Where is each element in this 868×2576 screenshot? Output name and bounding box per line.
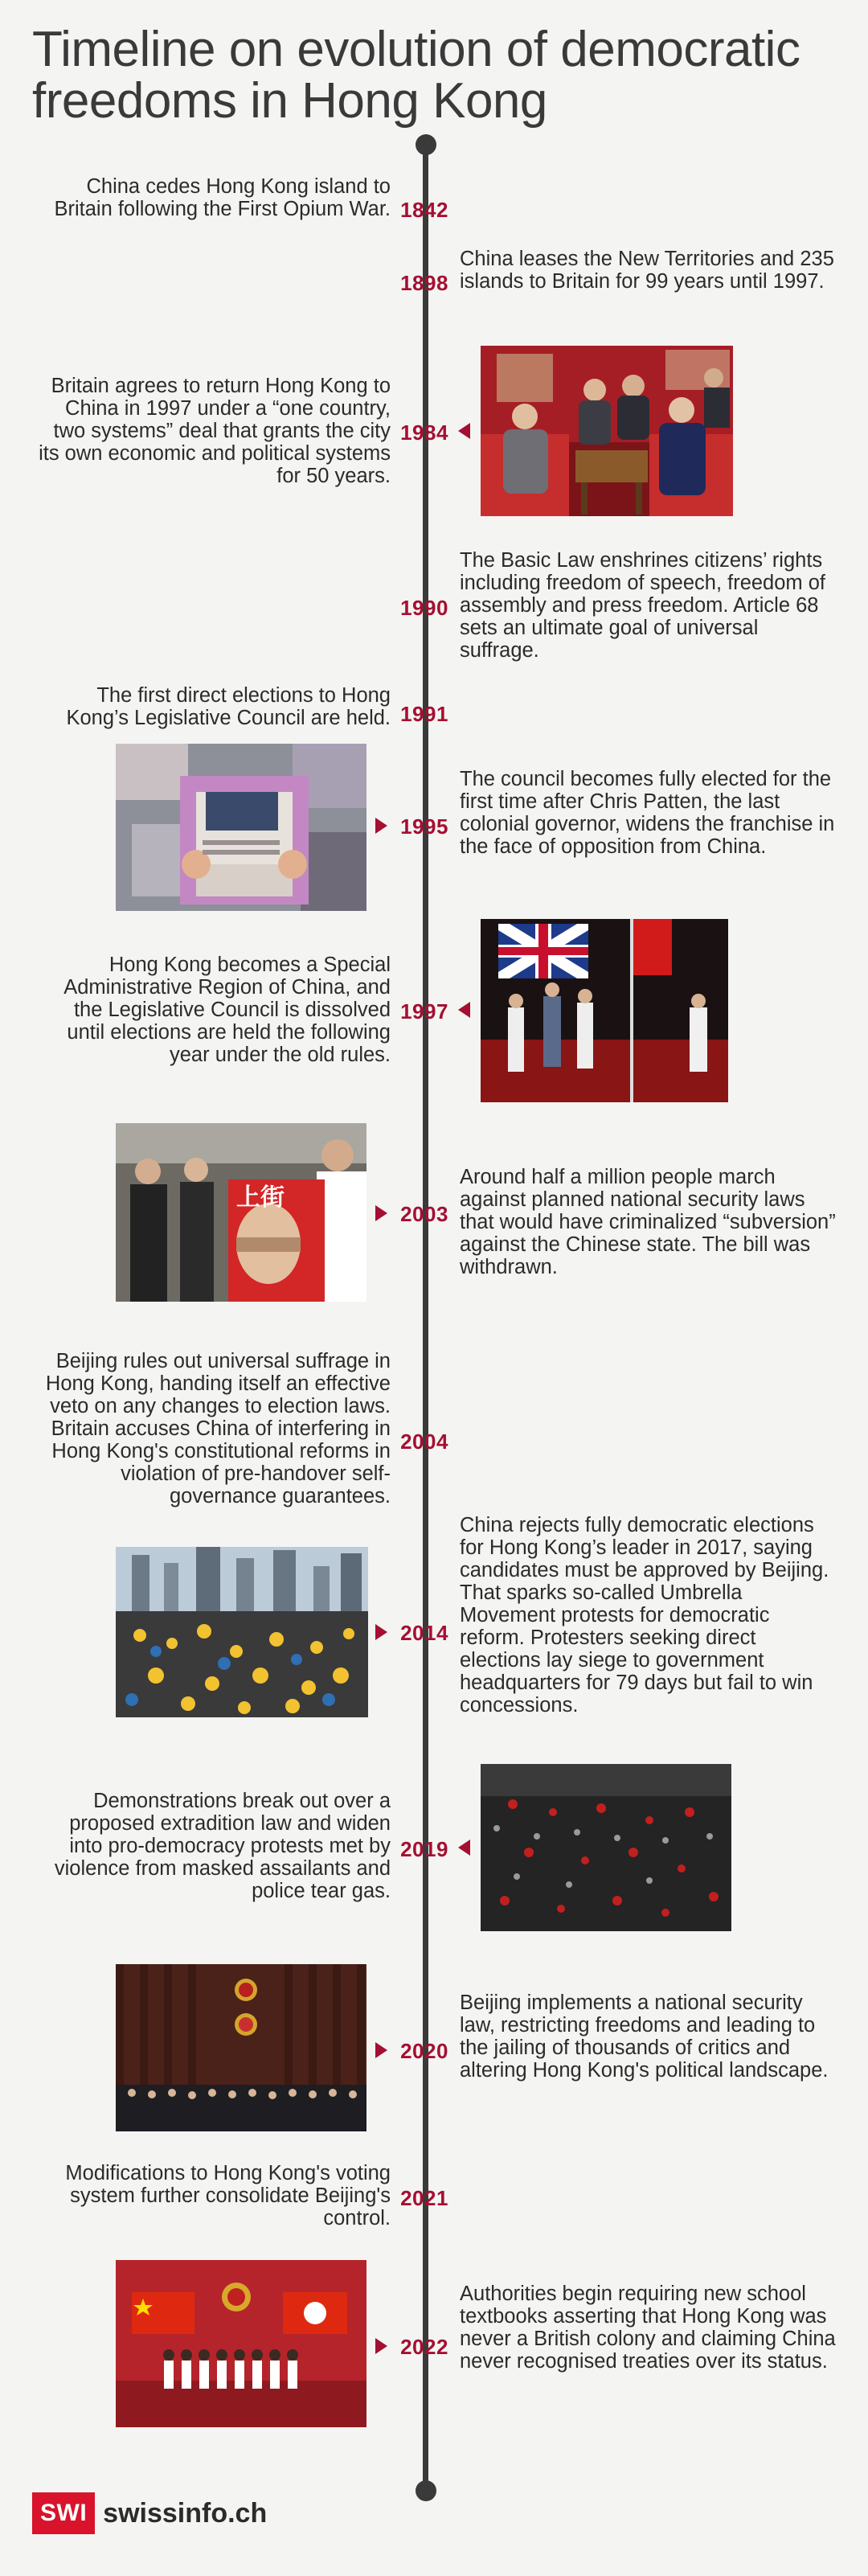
- event-2003-year: 2003: [400, 1202, 448, 1226]
- event-1991-year: 1991: [400, 702, 448, 726]
- event-2014-text: China rejects fully democratic elections for Hong Kong’s leader in 2017, saying candidates must be approved by Beijing. That sparks so-called Umbrella Movement protests for democratic reform. Protesters seeking direct elections lay siege to government headquarters for 79 days but fail to win concessions.: [460, 1514, 829, 1717]
- event-1995-pointer-icon: [375, 818, 387, 834]
- photo-2020-security-law: [116, 1964, 366, 2131]
- event-2014-pointer-icon: [375, 1624, 387, 1640]
- event-1984-year: 1984: [400, 420, 448, 445]
- swissinfo-logo[interactable]: [32, 2492, 267, 2534]
- event-2004-text: Beijing rules out universal suffrage in Hong Kong, handing itself an effective veto on any changes to election laws. Britain accuses China of interfering in Hong Kong's constitutional reforms in violation of pre-handover self-governance guarantees.: [45, 1350, 391, 1507]
- event-1898-year: 1898: [400, 271, 448, 295]
- event-2003-pointer-icon: [375, 1205, 387, 1221]
- page-title: Timeline on evolution of democratic freedoms in Hong Kong: [32, 22, 800, 129]
- logo-wordmark: swissinfo.ch: [103, 2497, 268, 2529]
- event-2014-year: 2014: [400, 1621, 448, 1645]
- event-2022-year: 2022: [400, 2335, 448, 2359]
- photo-2014-umbrella: [116, 1547, 368, 1717]
- event-2020-text: Beijing implements a national security law, restricting freedoms and leading to the jailing of thousands of critics and altering Hong Kong's political landscape.: [460, 1991, 829, 2082]
- timeline-start-dot: [416, 134, 436, 155]
- photo-2019-protest: [481, 1764, 731, 1931]
- timeline-axis: [423, 145, 428, 2492]
- event-2020-year: 2020: [400, 2039, 448, 2063]
- event-2022-pointer-icon: [375, 2338, 387, 2354]
- event-2019-pointer-icon: [458, 1840, 470, 1856]
- timeline-end-dot: [416, 2480, 436, 2501]
- event-2019-year: 2019: [400, 1837, 448, 1861]
- event-1995-year: 1995: [400, 814, 448, 839]
- event-1997-year: 1997: [400, 999, 448, 1023]
- event-2021-year: 2021: [400, 2186, 448, 2210]
- event-2003-text: Around half a million people march against planned national security laws that would have criminalized “subversion” against the Chinese state. The bill was withdrawn.: [460, 1166, 836, 1278]
- event-1898-text: China leases the New Territories and 235 islands to Britain for 99 years until 1997.: [460, 248, 834, 293]
- event-2004-year: 2004: [400, 1430, 448, 1454]
- event-2022-text: Authorities begin requiring new school textbooks asserting that Hong Kong was never a British colony and claiming China never recognised treaties over its status.: [460, 2283, 836, 2373]
- event-1842-year: 1842: [400, 198, 448, 222]
- event-1995-text: The council becomes fully elected for the first time after Chris Patten, the last colonial governor, widens the franchise in the face of opposition from China.: [460, 768, 835, 858]
- event-1984-pointer-icon: [458, 423, 470, 439]
- event-2021-text: Modifications to Hong Kong's voting system further consolidate Beijing's control.: [65, 2162, 391, 2229]
- photo-1995-ballots: [116, 744, 366, 911]
- event-1991-text: The first direct elections to Hong Kong’s Legislative Council are held.: [66, 684, 391, 729]
- photo-1997-handover: [481, 919, 728, 1102]
- photo-2003-sign-text: 上街: [236, 1183, 285, 1212]
- photo-2022-school: [116, 2260, 366, 2427]
- event-1997-pointer-icon: [458, 1002, 470, 1018]
- event-2019-text: Demonstrations break out over a proposed extradition law and widen into pro-democracy protests met by violence from masked assailants and police tear gas.: [54, 1790, 391, 1902]
- photo-2003-march: [116, 1123, 366, 1302]
- event-1990-text: The Basic Law enshrines citizens’ rights including freedom of speech, freedom of assembly and press freedom. Article 68 sets an ultimate goal of universal suffrage.: [460, 549, 826, 662]
- event-2020-pointer-icon: [375, 2042, 387, 2058]
- event-1842-text: China cedes Hong Kong island to Britain following the First Opium War.: [54, 175, 391, 220]
- swi-badge: SWI: [32, 2492, 95, 2534]
- event-1984-text: Britain agrees to return Hong Kong to China in 1997 under a “one country, two systems” deal that grants the city its own economic and political systems for 50 years.: [39, 375, 391, 487]
- event-1997-text: Hong Kong becomes a Special Administrative Region of China, and the Legislative Council is dissolved until elections are held the following year under the old rules.: [63, 954, 391, 1066]
- photo-1984-signing: [481, 346, 733, 516]
- event-1990-year: 1990: [400, 596, 448, 620]
